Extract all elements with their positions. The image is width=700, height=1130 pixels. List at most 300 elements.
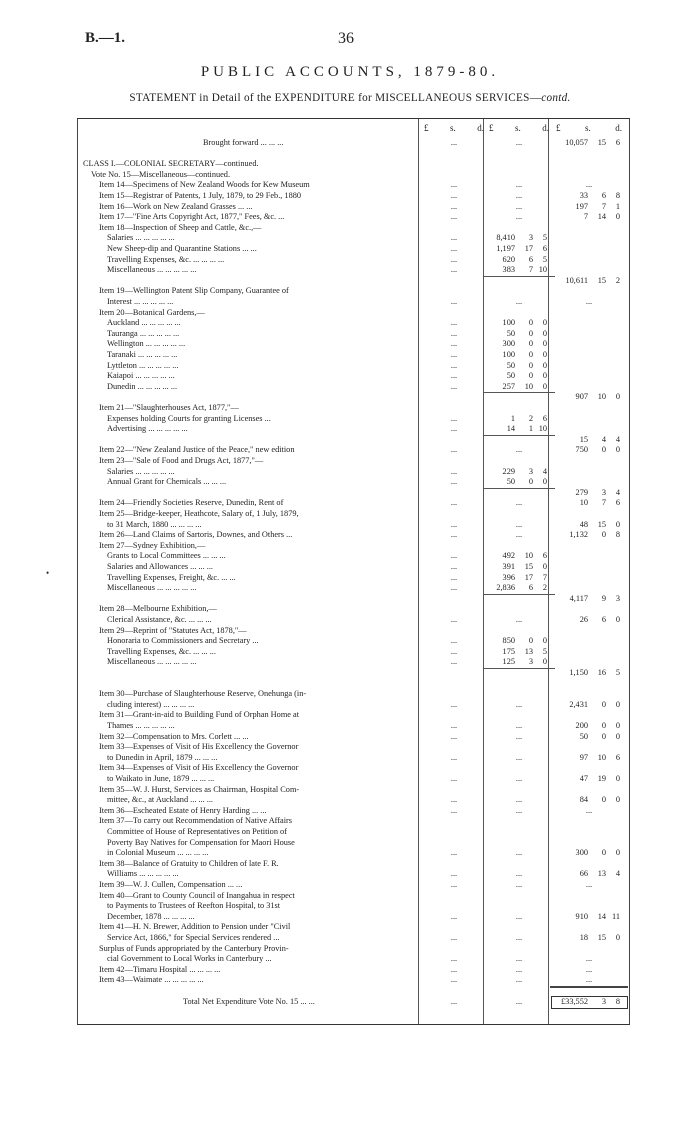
pence-value: 0 (542, 350, 547, 359)
table-row (78, 774, 629, 785)
amount-cell (483, 318, 555, 329)
amount-cell: ... (515, 933, 523, 942)
row-description: Item 30—Purchase of Slaughterhouse Reserve, Onehunga (in- (99, 689, 307, 699)
amount-cell: ... (515, 848, 523, 858)
table-row (78, 901, 629, 912)
pounds-value: 50 (579, 731, 588, 741)
column-header-row (78, 123, 629, 137)
pounds-value: 50 (506, 477, 515, 487)
amount-cell (550, 933, 628, 944)
amount-cell (550, 520, 628, 531)
table-row (78, 742, 629, 753)
shillings-value: 0 (601, 445, 606, 455)
pence-value: 0 (615, 615, 620, 624)
row-description: Kaiapoi ... ... ... ... ... (107, 371, 175, 381)
pounds-value: 620 (502, 254, 515, 264)
amount-cell: ... (515, 138, 523, 147)
row-description: Item 34—Expenses of Visit of His Excellency the Governor (99, 763, 299, 773)
page-header (0, 0, 700, 80)
amount-cell: ... (515, 615, 523, 624)
row-description: Auckland ... ... ... ... ... (107, 318, 181, 328)
row-description: Item 26—Land Claims of Sartoris, Downes, and Others ... (99, 530, 293, 540)
shillings-value: 16 (597, 668, 606, 677)
shillings-value: 19 (597, 774, 606, 783)
pence-value: 5 (542, 254, 547, 264)
pounds-value: 26 (579, 615, 588, 624)
table-row (78, 848, 629, 859)
amount-cell (550, 445, 628, 456)
shillings-value: 0 (601, 530, 606, 540)
pounds-value: 2,836 (496, 583, 515, 593)
margin-dot: • (46, 568, 50, 578)
amount-cell (550, 212, 628, 223)
pounds-value: 910 (575, 911, 588, 921)
shillings-value: 15 (597, 519, 606, 529)
amount-cell: ... (450, 191, 458, 200)
pounds-value: 10 (579, 498, 588, 508)
amount-cell: ... (515, 297, 523, 306)
pence-value: 4 (615, 869, 620, 879)
amount-cell (483, 329, 555, 340)
pounds-value: 7 (583, 212, 588, 222)
amount-cell (483, 647, 555, 658)
document-reference: B.—1. (85, 30, 126, 46)
amount-cell: ... (515, 180, 523, 190)
table-row (78, 679, 629, 690)
amount-cell (483, 636, 555, 647)
pounds-value: 33 (579, 191, 588, 200)
amount-cell: ... (450, 795, 458, 805)
pounds-value: 396 (502, 572, 515, 582)
row-description: Dunedin ... ... ... ... ... (107, 381, 178, 391)
shillings-value: 0 (528, 360, 533, 370)
amount-cell: ... (450, 869, 458, 879)
pence-value: 4 (615, 434, 620, 444)
pence-value: 6 (542, 413, 547, 423)
pence-value: 6 (542, 244, 547, 253)
amount-cell: ... (450, 933, 458, 942)
row-description: Item 37—To carry out Recommendation of Native Affairs (99, 816, 293, 826)
row-description: Honoraria to Commissioners and Secretary ... (107, 636, 259, 646)
pence-value: 7 (542, 572, 547, 582)
amount-cell: ... (450, 233, 458, 243)
amount-cell: ... (450, 646, 458, 656)
amount-cell: ... (450, 371, 458, 381)
row-description: Item 20—Botanical Gardens,— (99, 307, 205, 317)
table-row (78, 159, 629, 170)
amount-cell: ... (450, 880, 458, 889)
table-row (78, 467, 629, 478)
pounds-value: 1,150 (569, 668, 588, 677)
table-row (78, 371, 629, 382)
table-row (78, 202, 629, 213)
amount-cell: ... (515, 530, 523, 540)
shillings-value: 10 (524, 381, 533, 391)
row-description: Item 14—Specimens of New Zealand Woods for Kew Museum (99, 180, 310, 190)
subtitle-contd: contd. (541, 92, 571, 104)
pounds-value: 300 (575, 848, 588, 858)
pence-value: 0 (615, 731, 620, 741)
amount-cell: ... (515, 699, 523, 709)
pounds-value: 18 (579, 933, 588, 942)
table-row (78, 244, 629, 255)
row-description: Poverty Bay Natives for Compensation for Maori House (107, 837, 295, 847)
amount-cell (550, 138, 628, 149)
table-row (78, 286, 629, 297)
pounds-value: 492 (502, 551, 515, 561)
amount-cell: ... (515, 975, 523, 985)
row-description: Item 42—Timaru Hospital ... ... ... ... (99, 964, 221, 974)
table-row (78, 710, 629, 721)
shillings-value: 2 (528, 413, 533, 423)
expenditure-table (77, 118, 630, 1025)
column-header-2 (483, 123, 555, 133)
row-description: Brought forward ... ... ... (203, 138, 284, 147)
shillings-value: 3 (601, 996, 606, 1006)
amount-cell: ... (450, 848, 458, 858)
amount-cell (550, 498, 628, 509)
amount-cell: ... (450, 530, 458, 540)
row-description: Item 38—Balance of Gratuity to Children of late F. R. (99, 858, 279, 868)
pence-value: 0 (542, 477, 547, 487)
pounds-value: 1,132 (569, 530, 588, 540)
row-description: Travelling Expenses, &c. ... ... ... ... (107, 254, 225, 264)
pence-value: 5 (542, 233, 547, 243)
pence-value: 6 (615, 498, 620, 508)
shillings-header: s. (584, 123, 591, 133)
amount-cell: ... (450, 424, 458, 434)
amount-cell (550, 700, 628, 711)
amount-cell: ... (450, 805, 458, 815)
pounds-value: 10,611 (565, 275, 588, 285)
row-description: Item 29—Reprint of "Statutes Act, 1878,"— (99, 625, 247, 635)
pounds-value: 850 (502, 636, 515, 646)
table-row (78, 318, 629, 329)
pence-value: 5 (542, 646, 547, 656)
row-description: to 31 March, 1880 ... ... ... ... (107, 519, 202, 529)
pence-value: 8 (615, 996, 620, 1006)
amount-cell: ... (515, 795, 523, 805)
pounds-value: 257 (502, 381, 515, 391)
table-row (78, 975, 629, 986)
pence-header: d. (615, 123, 622, 133)
amount-cell: ... (450, 350, 458, 359)
amount-cell: ... (450, 615, 458, 624)
pounds-value: 229 (502, 466, 515, 476)
table-row (78, 827, 629, 838)
shillings-value: 0 (528, 371, 533, 381)
table-row (78, 912, 629, 923)
table-row (78, 233, 629, 244)
table-row (78, 965, 629, 976)
row-description: Item 35—W. J. Hurst, Services as Chairman, Hospital Com- (99, 784, 300, 794)
row-description: Clerical Assistance, &c. ... ... ... (107, 615, 212, 624)
row-description: Item 21—"Slaughterhouses Act, 1877,"— (99, 403, 239, 412)
pounds-value: 97 (579, 752, 588, 762)
shillings-value: 3 (528, 466, 533, 476)
row-description: Item 43—Waimate ... ... ... ... ... (99, 975, 204, 985)
table-row (78, 891, 629, 902)
table-row (78, 562, 629, 573)
table-row (78, 191, 629, 202)
shillings-header: s. (514, 123, 521, 133)
amount-cell: ... (450, 911, 458, 921)
amount-cell: ... (450, 328, 458, 338)
amount-cell: ... (585, 964, 593, 974)
row-description: Item 41—H. N. Brewer, Addition to Pension under "Civil (99, 922, 291, 932)
pence-value: 0 (542, 339, 547, 349)
pence-value: 10 (538, 424, 547, 434)
amount-cell (483, 371, 555, 382)
row-description: Grants to Local Committees ... ... ... (107, 551, 226, 561)
amount-cell: ... (450, 954, 458, 964)
shillings-value: 3 (601, 487, 606, 497)
amount-cell (550, 191, 628, 202)
table-row (78, 933, 629, 944)
amount-cell: ... (585, 880, 593, 889)
amount-cell (550, 594, 628, 605)
amount-cell: ... (450, 774, 458, 783)
amount-cell (550, 615, 628, 626)
table-row (78, 785, 629, 796)
pence-value: 0 (615, 519, 620, 529)
row-description: Travelling Expenses, Freight, &c. ... ... (107, 572, 236, 582)
pence-value: 0 (615, 212, 620, 222)
pence-value: 0 (615, 774, 620, 783)
pounds-value: 125 (502, 657, 515, 667)
amount-cell: ... (450, 265, 458, 275)
pence-value: 0 (615, 699, 620, 709)
amount-cell: ... (450, 445, 458, 455)
row-description: Committee of House of Representatives on Petition of (107, 827, 287, 836)
amount-cell (483, 573, 555, 584)
table-row (78, 583, 629, 594)
amount-cell: ... (515, 774, 523, 783)
shillings-value: 7 (528, 265, 533, 275)
row-description: Item 36—Escheated Estate of Henry Harding ... ... (99, 805, 267, 815)
shillings-value: 0 (528, 350, 533, 359)
row-description: Tauranga ... ... ... ... ... (107, 328, 180, 338)
amount-cell: ... (515, 191, 523, 200)
row-description: Salaries ... ... ... ... ... (107, 466, 175, 476)
amount-cell: ... (450, 572, 458, 582)
pounds-value: £33,552 (561, 996, 588, 1006)
pounds-value: 907 (575, 392, 588, 402)
amount-cell: ... (515, 721, 523, 730)
row-description: Vote No. 15—Miscellaneous—continued. (91, 169, 231, 179)
pounds-value: 10,057 (565, 138, 588, 147)
row-description: Item 32—Compensation to Mrs. Corlett ... ... (99, 731, 249, 741)
total-box (551, 996, 628, 1009)
amount-cell (483, 339, 555, 350)
amount-cell (483, 414, 555, 425)
row-description: Lyttleton ... ... ... ... ... (107, 360, 179, 370)
row-description: CLASS I.—COLONIAL SECRETARY—continued. (83, 159, 259, 169)
table-row (78, 339, 629, 350)
amount-cell: ... (515, 731, 523, 741)
shillings-value: 0 (528, 318, 533, 328)
row-description: Item 40—Grant to County Council of Inangahua in respect (99, 890, 295, 900)
amount-cell (483, 562, 555, 573)
table-row (78, 838, 629, 849)
amount-cell: ... (450, 996, 458, 1006)
table-row (78, 700, 629, 711)
amount-cell: ... (450, 201, 458, 211)
row-description: Item 39—W. J. Cullen, Compensation ... ... (99, 880, 243, 889)
pence-header: d. (542, 123, 549, 133)
table-row (78, 403, 629, 414)
pounds-value: 100 (502, 318, 515, 328)
amount-cell (483, 467, 555, 478)
pounds-value: 1 (510, 413, 515, 423)
row-description: Miscellaneous ... ... ... ... ... (107, 265, 197, 275)
pence-value: 0 (542, 360, 547, 370)
pounds-value: 383 (502, 265, 515, 275)
table-row (78, 138, 629, 149)
row-description: Interest ... ... ... ... ... (107, 297, 174, 306)
pence-value: 5 (615, 668, 620, 677)
row-description: Service Act, 1866," for Special Services rendered ... (107, 933, 280, 942)
table-row (78, 329, 629, 340)
table-row (78, 732, 629, 743)
amount-cell: ... (585, 954, 593, 964)
pence-value: 0 (542, 636, 547, 646)
table-row (78, 657, 629, 668)
amount-cell (550, 435, 628, 446)
pence-value: 0 (615, 392, 620, 402)
table-row (78, 997, 629, 1008)
pence-value: 3 (615, 593, 620, 603)
row-description: Travelling Expenses, &c. ... ... ... (107, 646, 216, 656)
row-description: cial Government to Local Works in Canterbury ... (107, 954, 272, 964)
table-row (78, 212, 629, 223)
pounds-value: 48 (579, 519, 588, 529)
pounds-value: 750 (575, 445, 588, 455)
pence-value: 0 (615, 721, 620, 730)
row-description: Item 18—Inspection of Sheep and Cattle, &c.,— (99, 222, 262, 232)
pence-value: 6 (615, 752, 620, 762)
amount-cell: ... (515, 964, 523, 974)
pence-header: d. (477, 123, 484, 133)
amount-cell (550, 912, 628, 923)
row-description: Item 25—Bridge-keeper, Heathcote, Salary of, 1 July, 1879, (99, 509, 299, 518)
table-row (78, 424, 629, 435)
row-description: Item 28—Melbourne Exhibition,— (99, 604, 217, 614)
pounds-value: 300 (502, 339, 515, 349)
pounds-value: 279 (575, 487, 588, 497)
table-row (78, 551, 629, 562)
amount-cell: ... (450, 466, 458, 476)
pence-value: 6 (615, 138, 620, 147)
table-row (78, 170, 629, 181)
amount-cell (550, 774, 628, 785)
shillings-value: 15 (597, 275, 606, 285)
pence-value: 2 (615, 275, 620, 285)
amount-cell: ... (450, 583, 458, 593)
amount-cell: ... (450, 731, 458, 741)
amount-cell: ... (450, 244, 458, 253)
row-description: Taranaki ... ... ... ... ... (107, 350, 178, 359)
amount-cell: ... (515, 519, 523, 529)
table-row (78, 223, 629, 234)
amount-cell (483, 350, 555, 361)
amount-cell: ... (515, 445, 523, 455)
pounds-value: 50 (506, 360, 515, 370)
table-row (78, 859, 629, 870)
pounds-value: 391 (502, 562, 515, 571)
pence-value: 0 (542, 381, 547, 391)
table-row (78, 361, 629, 372)
table-row (78, 721, 629, 732)
shillings-value: 0 (601, 795, 606, 805)
amount-cell: ... (515, 805, 523, 815)
table-row (78, 435, 629, 446)
pence-value: 0 (615, 445, 620, 455)
row-description: Surplus of Funds appropriated by the Canterbury Provin- (99, 943, 289, 953)
pounds-header: £ (424, 123, 429, 133)
row-description: New Sheep-dip and Quarantine Stations ... ... (107, 244, 257, 253)
table-row (78, 594, 629, 605)
amount-cell: ... (450, 360, 458, 370)
table-row (78, 795, 629, 806)
pence-value: 4 (542, 466, 547, 476)
shillings-value: 6 (528, 583, 533, 593)
table-row (78, 986, 629, 997)
shillings-value: 6 (601, 191, 606, 200)
table-row (78, 604, 629, 615)
row-description: Advertising ... ... ... ... ... (107, 424, 188, 434)
pence-value: 2 (542, 583, 547, 593)
shillings-value: 0 (528, 328, 533, 338)
amount-cell: ... (450, 381, 458, 391)
shillings-value: 0 (528, 339, 533, 349)
pence-value: 8 (615, 191, 620, 200)
table-row (78, 509, 629, 520)
shillings-value: 15 (597, 933, 606, 942)
shillings-value: 7 (601, 201, 606, 211)
table-row (78, 530, 629, 541)
amount-cell (550, 202, 628, 213)
table-row (78, 180, 629, 191)
pence-value: 0 (542, 318, 547, 328)
amount-cell: ... (450, 318, 458, 328)
shillings-value: 9 (601, 593, 606, 603)
amount-cell: ... (450, 657, 458, 667)
row-description: Item 17—"Fine Arts Copyright Act, 1877," Fees, &c. ... (99, 212, 285, 222)
amount-cell (483, 361, 555, 372)
shillings-value: 0 (601, 721, 606, 730)
pounds-value: 1,197 (496, 244, 515, 253)
row-description: to Dunedin in April, 1879 ... ... ... (107, 752, 218, 762)
amount-cell: ... (450, 413, 458, 423)
amount-cell: ... (585, 297, 593, 306)
amount-cell: ... (515, 212, 523, 222)
table-row (78, 615, 629, 626)
amount-cell (483, 233, 555, 244)
row-description: Salaries ... ... ... ... ... (107, 233, 175, 243)
pounds-value: 84 (579, 795, 588, 805)
amount-cell: ... (515, 911, 523, 921)
shillings-value: 0 (601, 848, 606, 858)
table-row (78, 382, 629, 393)
amount-cell: ... (515, 201, 523, 211)
shillings-value: 17 (524, 572, 533, 582)
amount-cell: ... (515, 996, 523, 1006)
row-description: Item 15—Registrar of Patents, 1 July, 1879, to 29 Feb., 1880 (99, 191, 302, 200)
pounds-value: 14 (506, 424, 515, 434)
shillings-value: 3 (528, 233, 533, 243)
pounds-header: £ (489, 123, 494, 133)
